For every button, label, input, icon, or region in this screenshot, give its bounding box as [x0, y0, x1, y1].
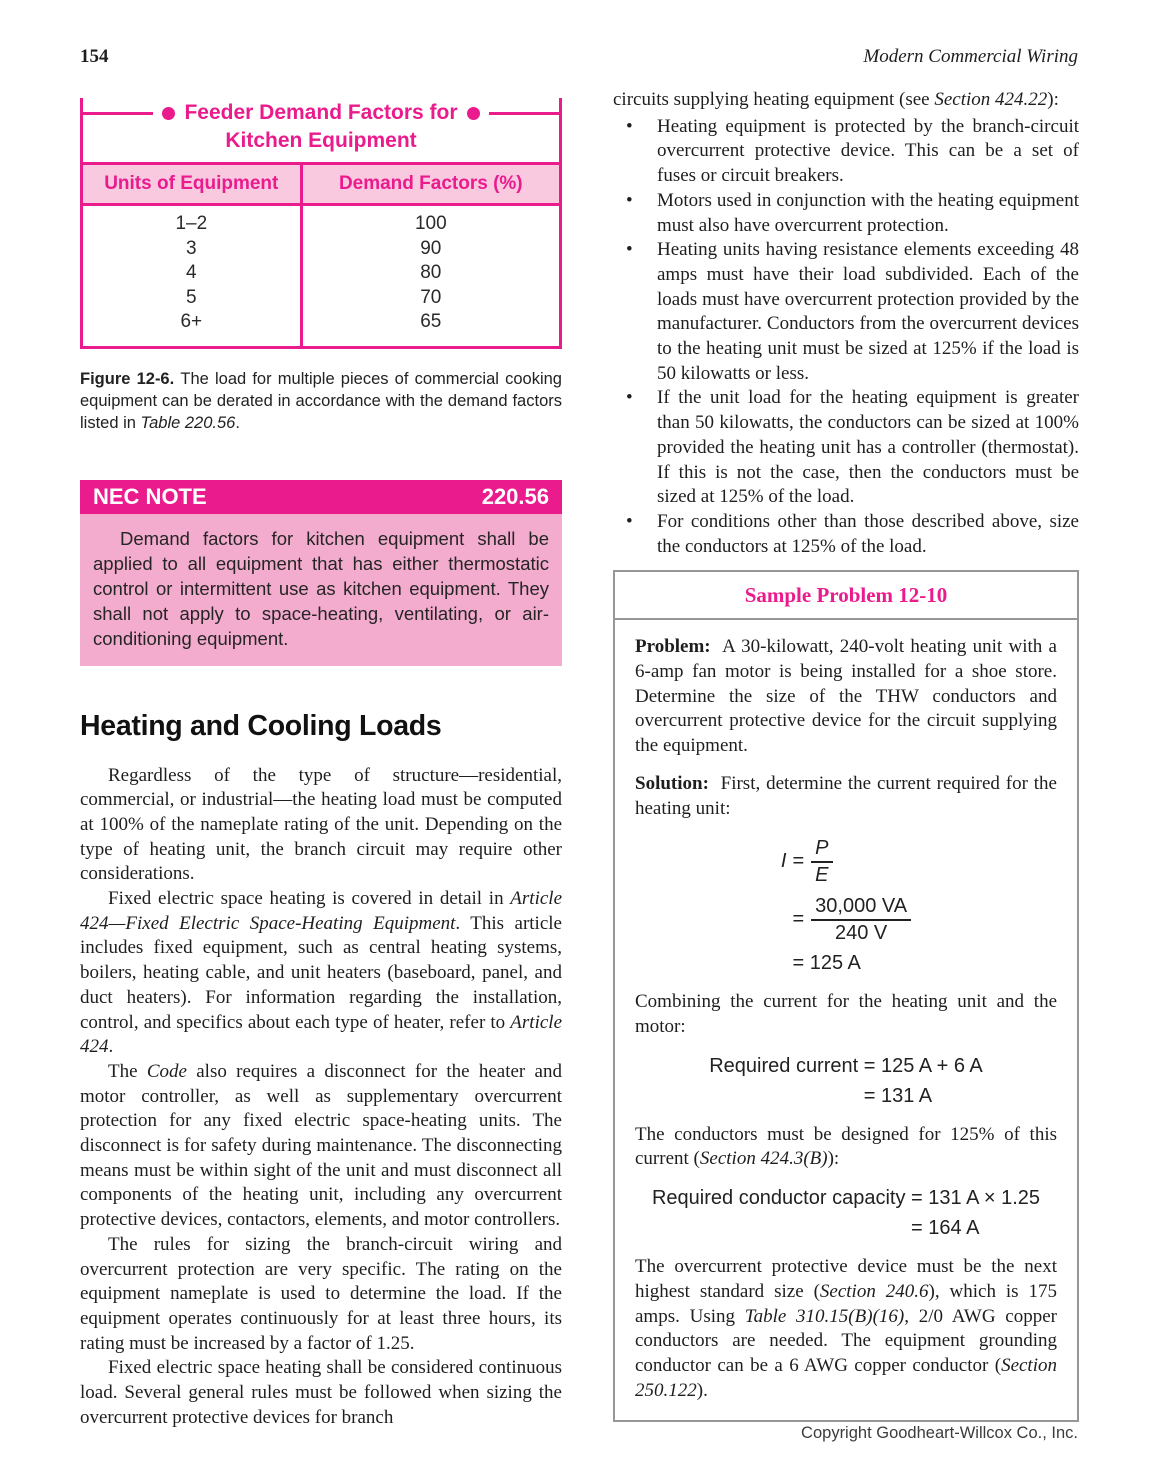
- sample-problem-box: [613, 570, 1079, 1422]
- list-item: [613, 238, 1079, 386]
- required-current-equation: [635, 1055, 1057, 1108]
- formula-grid: [781, 836, 911, 975]
- fraction-numerator: 30,000 VA: [811, 894, 911, 921]
- body-paragraph: Fixed electric space heating shall be considered continuous load. Several general rules must be followed when sizing the overcurrent protective devices for branch: [80, 1357, 562, 1428]
- bullet-dot-icon: [467, 107, 480, 120]
- fraction: [811, 836, 832, 887]
- equation-rhs: [911, 1187, 1040, 1240]
- equation-line: = 131 A: [863, 1084, 933, 1107]
- body-paragraph: Regardless of the type of structure—residential, commercial, or industrial—the heating load must be computed at 100% of the nameplate rating of the unit. Depending on the type of heating unit, the branch circuit may require other considerations.: [80, 764, 562, 885]
- table-row: [83, 206, 559, 237]
- kitchen-demand-table: [80, 98, 562, 349]
- conductor-capacity-equation: [635, 1187, 1057, 1240]
- bullet-icon: •: [626, 387, 633, 409]
- formula-line-1: [792, 836, 832, 887]
- list-item: [613, 189, 1079, 238]
- list-item-text: Motors used in conjunction with the heating equipment must also have overcurrent protection.: [657, 189, 1079, 236]
- table-header-row: [83, 162, 559, 206]
- list-item-text: For conditions other than those described above, size the conductors at 125% of the load.: [657, 510, 1079, 557]
- equals-sign: =: [792, 908, 805, 931]
- sample-problem-title-row: [615, 572, 1077, 620]
- table-row: [83, 310, 559, 346]
- ocpd-text: The overcurrent protective device must be the next highest standard size (Section 240.6), which is 175 amps. Using Table 310.15(B)(16), 2/0 AWG copper conductors are needed. The equipment grounding conductor can be a 6 AWG copper conductor (Section 250.122).: [635, 1256, 1058, 1401]
- bullet-icon: •: [626, 115, 633, 137]
- body-paragraph: The rules for sizing the branch-circuit wiring and overcurrent protection are very specific. The rating on the equipment nameplate is used to determine the load. If the equipment operates continuously for at least three hours, its rating must be increased by a factor of 1.25.: [80, 1233, 562, 1354]
- list-item-text: Heating units having resistance elements exceeding 48 amps must have their load subdivided. Each of the loads must have overcurrent protection provided by the manufacturer. Conductors from the overcurrent devices to the heating unit must be sized at 125% if the load is 50 kilowatts or less.: [657, 239, 1079, 384]
- right-column: [613, 88, 1079, 1422]
- nec-note-header: [80, 480, 562, 514]
- equals-sign: =: [792, 850, 805, 873]
- bullet-icon: •: [626, 510, 633, 532]
- sample-problem-title: Sample Problem 12-10: [744, 583, 948, 608]
- fraction-denominator: E: [815, 864, 829, 887]
- bullet-icon: •: [626, 189, 633, 211]
- bullet-icon: •: [626, 239, 633, 261]
- factor-cell: 100: [414, 213, 447, 234]
- nec-note-section: 220.56: [481, 483, 549, 509]
- equation-grid: [652, 1187, 1040, 1240]
- equation-lhs: Required current: [709, 1054, 864, 1077]
- book-title: Modern Commercial Wiring: [863, 46, 1078, 67]
- equation-line: = 125 A + 6 A: [863, 1054, 983, 1077]
- bullet-dot-icon: [162, 107, 175, 120]
- left-column: [80, 97, 562, 1430]
- column-header-units: Units of Equipment: [83, 165, 303, 203]
- table-title-line2: Kitchen Equipment: [225, 129, 417, 152]
- list-item: [613, 510, 1079, 559]
- title-rule-right: [489, 112, 559, 115]
- units-cell: 4: [83, 261, 303, 286]
- factor-cell: 90: [420, 237, 442, 259]
- nec-note-body: [80, 514, 562, 666]
- list-item-text: Heating equipment is protected by the branch-circuit overcurrent protective device. This can be a set of fuses or circuit breakers.: [657, 115, 1079, 187]
- body-paragraph: Fixed electric space heating is covered in detail in Article 424—Fixed Electric Space-Heating Equipment. This article includes fixed equipment, such as central heating systems, boilers, heating cable, and unit heaters (baseboard, panel, and duct heaters). For information regarding the installation, control, and specifics about each type of heater, refer to Article 424.: [80, 888, 562, 1058]
- units-cell: 3: [83, 237, 303, 262]
- table-row: [83, 261, 559, 286]
- table-title-line1: Feeder Demand Factors for: [184, 101, 458, 124]
- factor-cell: 70: [420, 286, 442, 308]
- variable-i: I: [780, 850, 787, 873]
- solution-statement: Solution: First, determine the current required for the heating unit:: [635, 772, 1057, 819]
- fraction-numerator: P: [811, 836, 832, 863]
- formula-line-2: [792, 894, 911, 945]
- problem-statement: Problem: A 30-kilowatt, 240-volt heating unit with a 6-amp fan motor is being installed for a shoe store. Determine the size of the THW conductors and overcurrent protective device for the circuit supplying the equipment.: [635, 636, 1057, 757]
- factor-cell: 65: [420, 311, 442, 332]
- units-cell: 5: [83, 286, 303, 311]
- formula-result: = 125 A: [792, 952, 861, 975]
- equation-rhs: [864, 1055, 983, 1108]
- equation-grid: [709, 1055, 983, 1108]
- equation-line: = 164 A: [911, 1217, 980, 1240]
- copyright-notice: Copyright Goodheart-Willcox Co., Inc.: [801, 1424, 1078, 1442]
- body-paragraph: The Code also requires a disconnect for the heater and motor controller, as well as supplementary overcurrent protection for any fixed electric space-heating units. The disconnect is for safety during maintenance. The disconnecting means must be within sight of the unit and must disconnect all components of the heating unit, including any overcurrent protective devices, contactors, elements, and motor controllers.: [80, 1060, 562, 1231]
- units-cell: 1–2: [83, 206, 303, 237]
- section-heading: Heating and Cooling Loads: [80, 709, 442, 742]
- continuation-paragraph: circuits supplying heating equipment (see Section 424.22):: [613, 89, 1059, 110]
- equation-lhs: Required conductor capacity: [651, 1187, 912, 1210]
- table-body: [83, 206, 559, 346]
- ohms-law-formula: [635, 836, 1057, 975]
- running-header: [80, 46, 1078, 68]
- nec-note-text: Demand factors for kitchen equipment shall be applied to all equipment that has either thermostatic control or intermittent use as kitchen equipment. They shall not apply to space-heating, ventilating, or air-conditioning equipment.: [93, 527, 549, 649]
- page-number: 154: [80, 46, 109, 67]
- list-item-text: If the unit load for the heating equipment is greater than 50 kilowatts, the conductors can be sized at 100% provided the heating unit has a controller (thermostat). If this is not the case, then the conductors must be sized at 125% of the load.: [657, 387, 1079, 508]
- figure-caption: Figure 12-6. The load for multiple pieces of commercial cooking equipment can be derated in accordance with the demand factors listed in Table 220.56.: [80, 369, 562, 432]
- combining-text: Combining the current for the heating unit and the motor:: [635, 991, 1057, 1037]
- nec-note-label: NEC NOTE: [93, 483, 207, 509]
- sample-problem-body: [615, 620, 1077, 1420]
- units-cell: 6+: [83, 310, 303, 346]
- conductors-text: The conductors must be designed for 125% of this current (Section 424.3(B)):: [635, 1123, 1057, 1170]
- factor-cell: 80: [420, 262, 442, 283]
- table-title-row: [83, 98, 559, 128]
- title-rule-left: [83, 112, 153, 115]
- equation-line: = 131 A × 1.25: [911, 1187, 1041, 1210]
- fraction-denominator: 240 V: [834, 922, 888, 945]
- column-header-factors: Demand Factors (%): [338, 173, 523, 194]
- list-item: [613, 115, 1079, 189]
- bullet-list: [613, 115, 1079, 560]
- table-row: [83, 237, 559, 262]
- table-row: [83, 286, 559, 311]
- nec-note-box: [80, 480, 562, 666]
- fraction: [811, 894, 911, 945]
- list-item: [613, 386, 1079, 510]
